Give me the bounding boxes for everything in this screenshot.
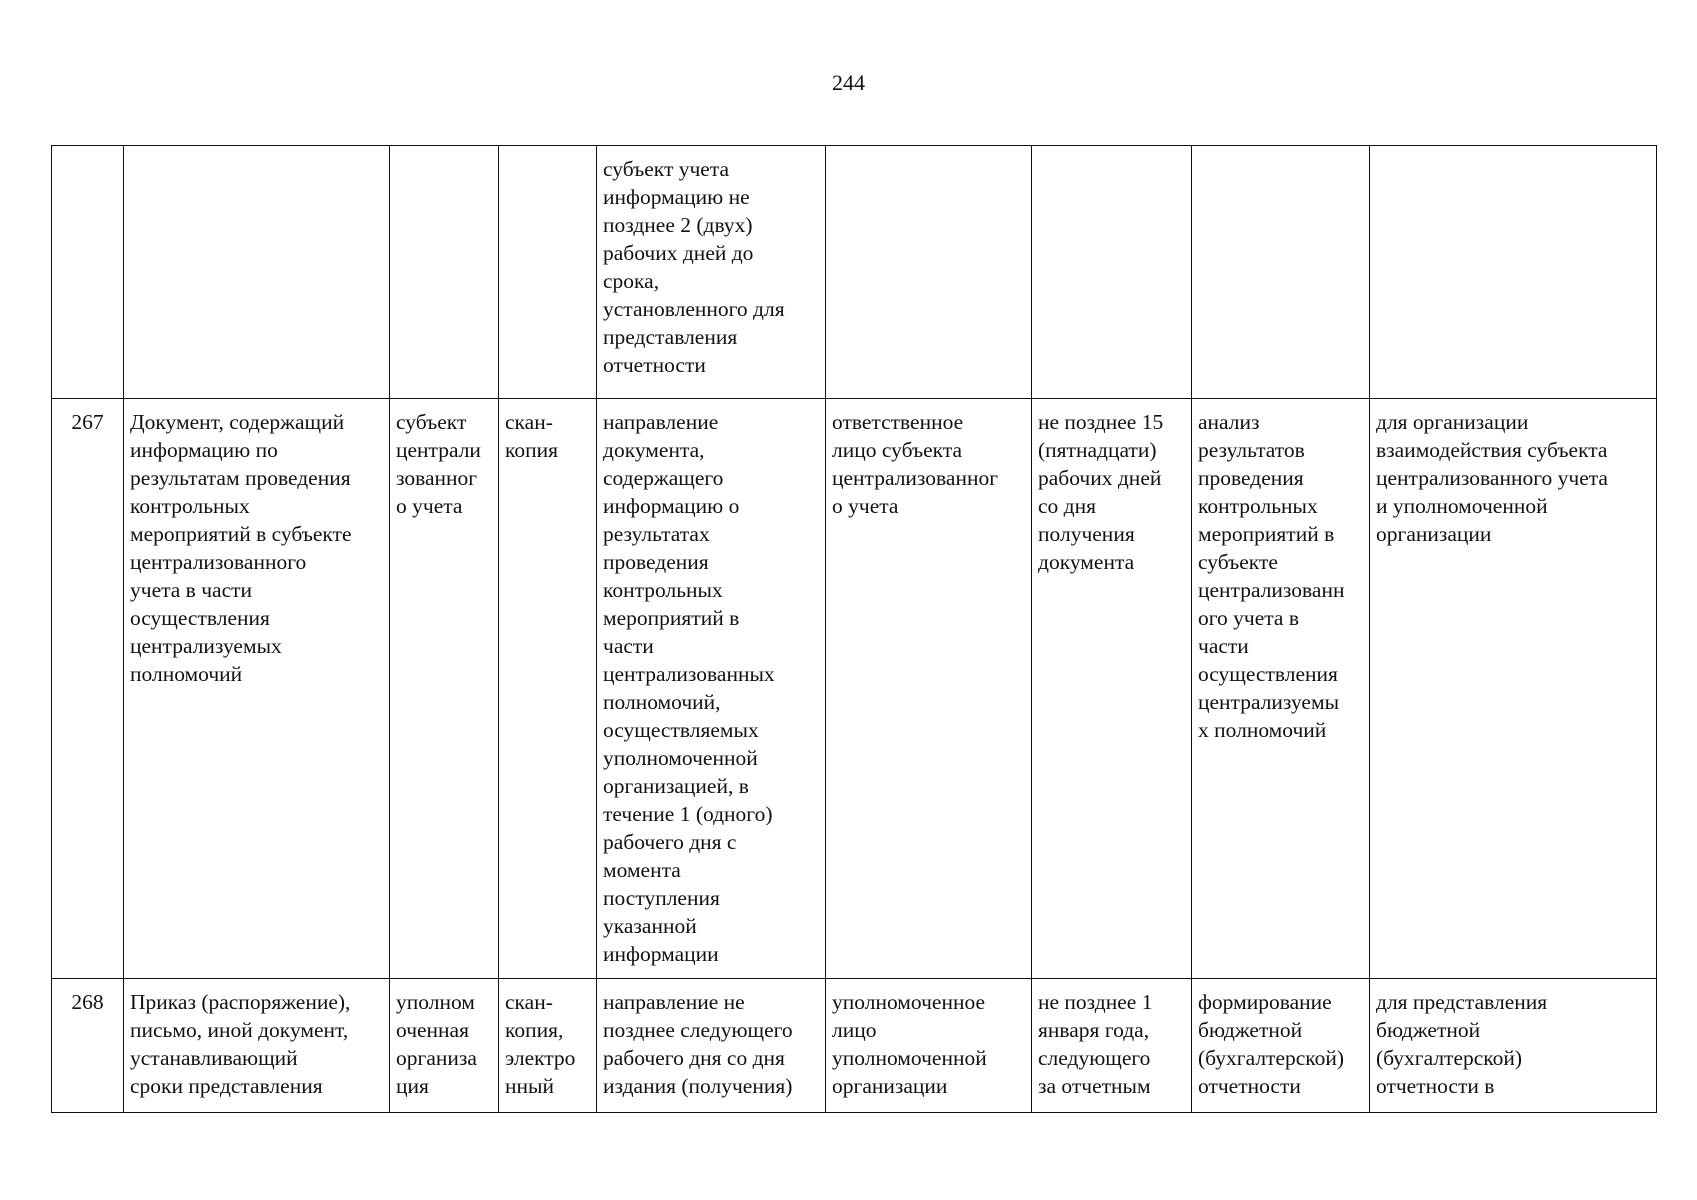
procedure-cell: направление не позднее следующего рабочего дня со дня издания (получения)	[597, 979, 826, 1113]
table-row	[52, 399, 1657, 979]
document-table	[51, 145, 1657, 1113]
source-cell: уполном оченная организа ция	[390, 979, 499, 1113]
purpose-cell: анализ результатов проведения контрольных мероприятий в субъекте централизованн ого учета в части осуществления централизуемы х полномочий	[1192, 399, 1370, 979]
row-number-cell: 267	[52, 399, 124, 979]
responsible-cell: уполномоченное лицо уполномоченной организации	[826, 979, 1032, 1113]
document-name-cell: Документ, содержащий информацию по результатам проведения контрольных мероприятий в субъекте централизованного учета в части осуществления централизуемых полномочий	[124, 399, 390, 979]
source-cell: субъект централи зованног о учета	[390, 399, 499, 979]
usage-cell: для организации взаимодействия субъекта централизованного учета и уполномоченной организации	[1370, 399, 1657, 979]
deadline-cell: не позднее 15 (пятнадцати) рабочих дней со дня получения документа	[1032, 399, 1192, 979]
responsible-cell: ответственное лицо субъекта централизованног о учета	[826, 399, 1032, 979]
source-cell	[390, 146, 499, 399]
deadline-cell: не позднее 1 января года, следующего за отчетным	[1032, 979, 1192, 1113]
form-cell	[499, 146, 597, 399]
document-name-cell	[124, 146, 390, 399]
procedure-cell: субъект учета информацию не позднее 2 (двух) рабочих дней до срока, установленного для представления отчетности	[597, 146, 826, 399]
deadline-cell	[1032, 146, 1192, 399]
usage-cell	[1370, 146, 1657, 399]
table-row	[52, 979, 1657, 1113]
purpose-cell	[1192, 146, 1370, 399]
row-number-cell: 268	[52, 979, 124, 1113]
document-name-cell: Приказ (распоряжение), письмо, иной документ, устанавливающий сроки представления	[124, 979, 390, 1113]
row-number-cell	[52, 146, 124, 399]
usage-cell: для представления бюджетной (бухгалтерской) отчетности в	[1370, 979, 1657, 1113]
purpose-cell: формирование бюджетной (бухгалтерской) отчетности	[1192, 979, 1370, 1113]
procedure-cell: направление документа, содержащего информацию о результатах проведения контрольных мероприятий в части централизованных полномочий, осуществляемых уполномоченной организацией, в течение 1 (одного) рабочего дня с момента поступления указанной информации	[597, 399, 826, 979]
form-cell: скан- копия, электро нный	[499, 979, 597, 1113]
page-number: 244	[832, 70, 865, 95]
form-cell: скан- копия	[499, 399, 597, 979]
responsible-cell	[826, 146, 1032, 399]
table-row	[52, 146, 1657, 399]
